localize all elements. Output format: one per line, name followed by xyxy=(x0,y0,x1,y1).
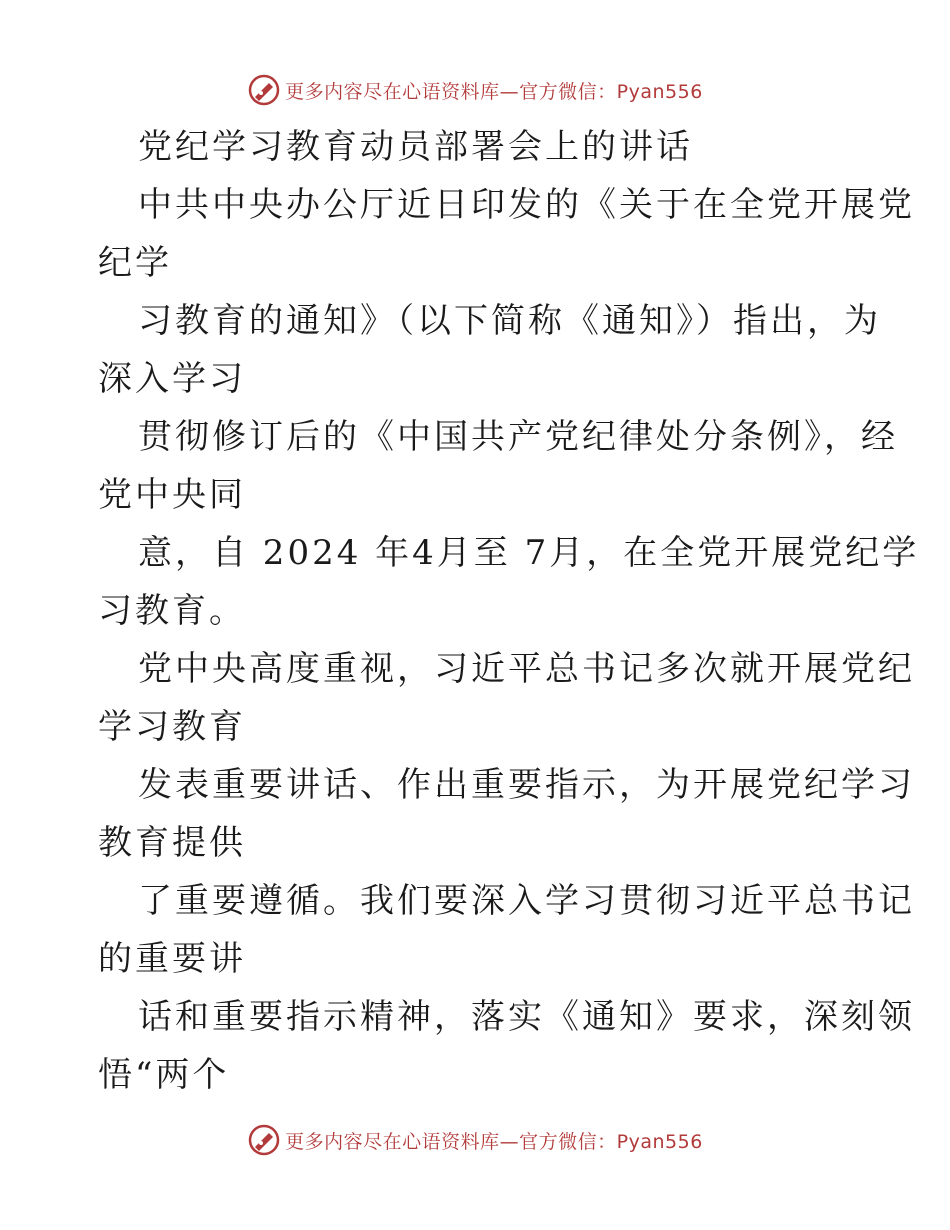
pen-logo-icon xyxy=(247,73,281,107)
text-line: 深入学习 xyxy=(98,359,246,399)
footer-watermark xyxy=(0,1120,950,1160)
text-line: 党中央同 xyxy=(98,475,246,515)
watermark-text: 更多内容尽在心语资料库—官方微信：Pyan556 xyxy=(285,80,703,103)
text-line: 意，自 2024 年4月至 7月，在全党开展党纪学 xyxy=(138,533,920,573)
pen-logo-icon xyxy=(247,1123,281,1157)
text-line: 纪学 xyxy=(98,243,172,283)
text-line: 的重要讲 xyxy=(98,939,246,979)
text-line: 中共中央办公厅近日印发的《关于在全党开展党 xyxy=(138,185,915,225)
document-body xyxy=(98,118,920,1104)
watermark-text: 更多内容尽在心语资料库—官方微信：Pyan556 xyxy=(285,1130,703,1153)
text-line: 党中央高度重视，习近平总书记多次就开展党纪 xyxy=(138,649,915,689)
text-line: 学习教育 xyxy=(98,707,246,747)
header-watermark xyxy=(0,70,950,110)
text-line: 教育提供 xyxy=(98,823,246,863)
text-line: 习教育的通知》（以下简称《通知》）指出，为 xyxy=(138,301,881,341)
text-line: 悟“两个 xyxy=(98,1055,230,1095)
text-line: 习教育。 xyxy=(98,591,246,631)
text-line: 贯彻修订后的《中国共产党纪律处分条例》，经 xyxy=(138,417,898,457)
text-line: 发表重要讲话、作出重要指示，为开展党纪学习 xyxy=(138,765,915,805)
text-line: 党纪学习教育动员部署会上的讲话 xyxy=(138,127,693,167)
text-line: 话和重要指示精神，落实《通知》要求，深刻领 xyxy=(138,997,915,1037)
text-line: 了重要遵循。我们要深入学习贯彻习近平总书记 xyxy=(138,881,915,921)
